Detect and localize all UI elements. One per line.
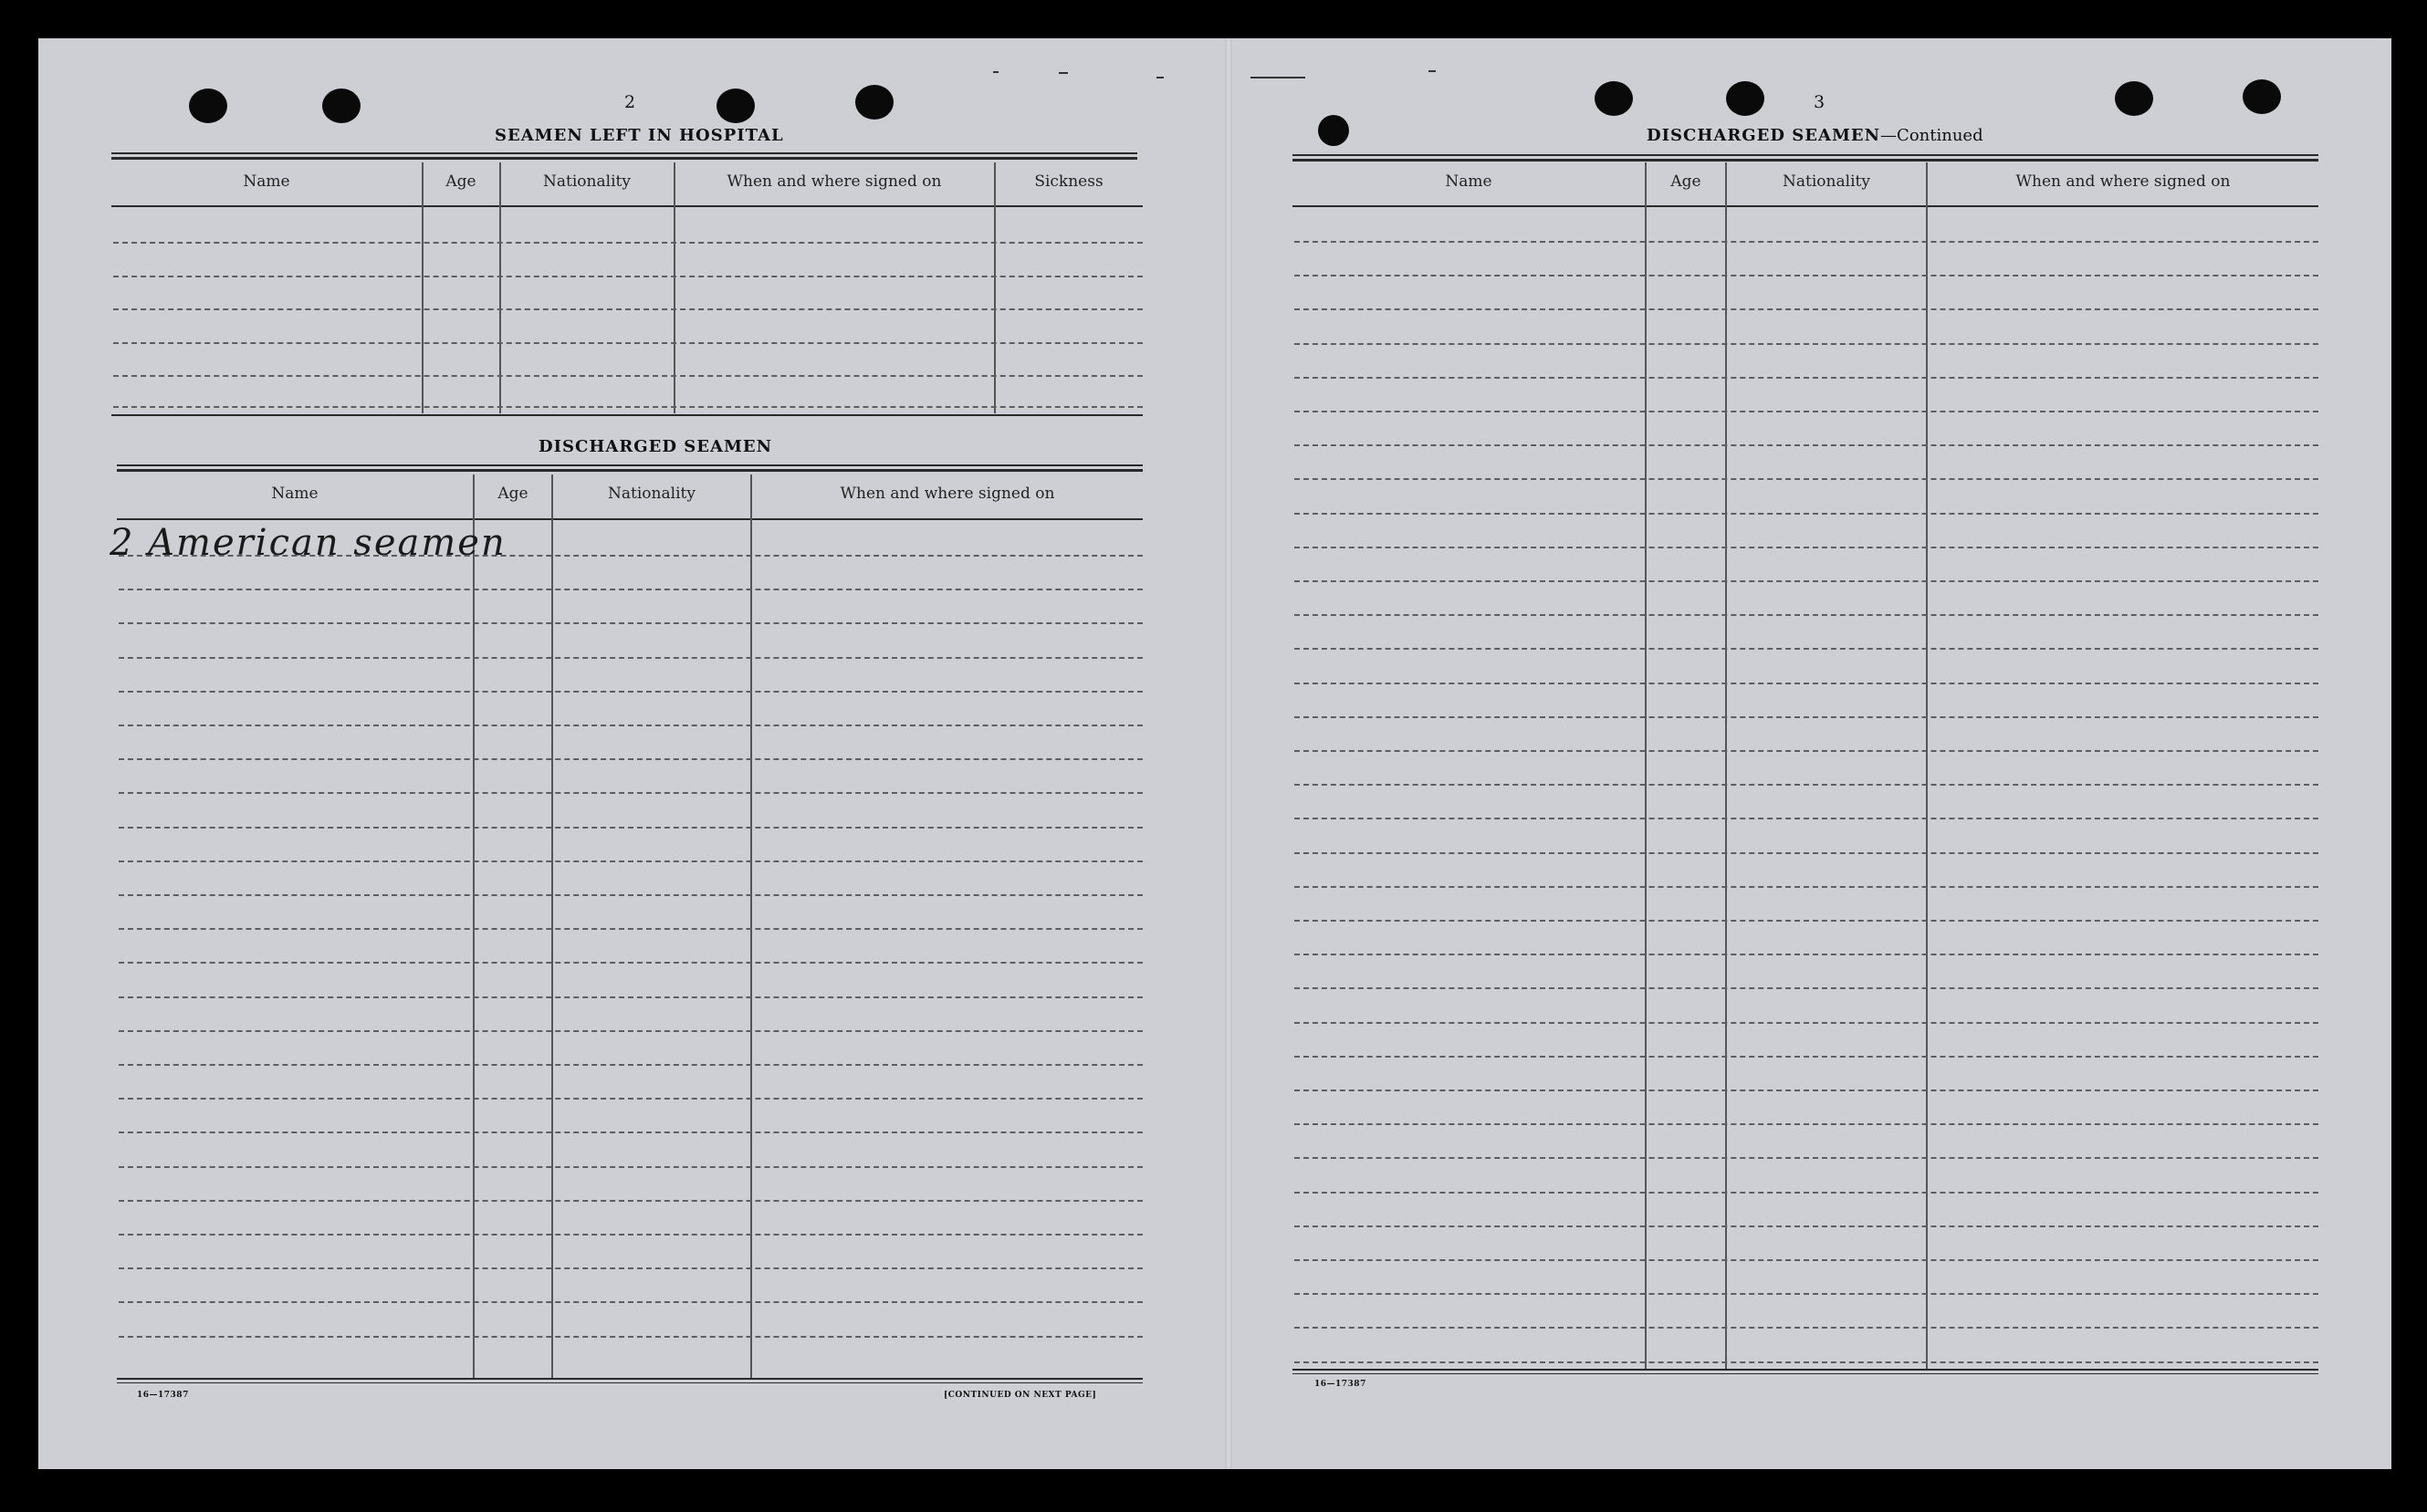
right-row-line bbox=[1294, 818, 2318, 819]
right-row-line bbox=[1294, 1192, 2318, 1194]
right-row-line bbox=[1294, 1123, 2318, 1125]
discharged-col-name: Name bbox=[271, 485, 319, 503]
discharged-entry-handwritten: 2 American seamen bbox=[110, 522, 507, 564]
hospital-row-line bbox=[113, 242, 1143, 244]
right-row-line bbox=[1294, 241, 2318, 243]
right-row-line bbox=[1294, 852, 2318, 854]
right-row-line bbox=[1294, 275, 2318, 276]
discharged-row-line bbox=[119, 827, 1143, 829]
hospital-row-line bbox=[113, 276, 1143, 277]
discharged-row-line bbox=[119, 725, 1143, 726]
discharged-col-signed-on: When and where signed on bbox=[840, 485, 1055, 503]
discharged-row-line bbox=[119, 758, 1143, 760]
hospital-section-title: SEAMEN LEFT IN HOSPITAL bbox=[495, 126, 784, 145]
discharged-row-line bbox=[119, 589, 1143, 590]
punch-hole bbox=[1726, 81, 1764, 116]
right-row-line bbox=[1294, 1293, 2318, 1295]
hospital-col-nationality: Nationality bbox=[543, 172, 631, 191]
right-row-line bbox=[1294, 614, 2318, 616]
right-row-line bbox=[1294, 547, 2318, 548]
right-bottom-rule bbox=[1292, 1373, 2318, 1374]
right-top-rule bbox=[1292, 154, 2318, 156]
discharged-row-line bbox=[119, 962, 1143, 964]
right-page-number: 3 bbox=[1814, 92, 1825, 112]
scan-speck bbox=[1156, 77, 1164, 78]
right-row-line bbox=[1294, 1259, 2318, 1261]
right-row-line bbox=[1294, 513, 2318, 515]
hospital-row-line bbox=[113, 375, 1143, 377]
punch-hole bbox=[717, 89, 755, 123]
right-row-line bbox=[1294, 1022, 2318, 1024]
right-section-title bbox=[1647, 126, 1983, 145]
right-top-rule bbox=[1292, 159, 2318, 162]
left-page-number: 2 bbox=[624, 92, 636, 112]
discharged-row-line bbox=[119, 657, 1143, 659]
discharged-row-line bbox=[119, 894, 1143, 896]
discharged-row-line bbox=[119, 928, 1143, 930]
discharged-row-line bbox=[119, 1267, 1143, 1269]
scan-speck bbox=[1059, 72, 1068, 74]
discharged-row-line bbox=[119, 1336, 1143, 1338]
right-col-signed-on: When and where signed on bbox=[2015, 172, 2231, 191]
right-col-nationality: Nationality bbox=[1783, 172, 1870, 191]
discharged-col-divider bbox=[473, 474, 475, 1378]
punch-hole bbox=[189, 89, 227, 123]
punch-hole bbox=[2115, 81, 2153, 116]
right-row-line bbox=[1294, 478, 2318, 480]
right-row-line bbox=[1294, 580, 2318, 582]
discharged-col-divider bbox=[750, 474, 752, 1378]
discharged-row-line bbox=[119, 996, 1143, 998]
punch-hole bbox=[1318, 115, 1349, 146]
hospital-col-signed-on: When and where signed on bbox=[727, 172, 942, 191]
right-bottom-rule bbox=[1292, 1369, 2318, 1371]
right-row-line bbox=[1294, 886, 2318, 888]
right-row-line bbox=[1294, 954, 2318, 955]
right-title-main: DISCHARGED SEAMEN bbox=[1647, 126, 1881, 145]
punch-hole bbox=[2243, 79, 2281, 114]
right-header-rule bbox=[1292, 205, 2318, 207]
right-row-line bbox=[1294, 920, 2318, 922]
right-row-line bbox=[1294, 784, 2318, 786]
hospital-header-rule bbox=[111, 205, 1143, 207]
right-row-line bbox=[1294, 683, 2318, 684]
hospital-top-rule bbox=[111, 157, 1137, 160]
document-sheet bbox=[38, 38, 2391, 1469]
discharged-row-line bbox=[119, 1098, 1143, 1100]
discharged-row-line bbox=[119, 1030, 1143, 1032]
scan-speck bbox=[1428, 70, 1436, 72]
hospital-row-line bbox=[113, 308, 1143, 310]
right-row-line bbox=[1294, 987, 2318, 989]
left-form-number: 16—17387 bbox=[137, 1391, 189, 1400]
discharged-bottom-rule bbox=[117, 1382, 1143, 1383]
hospital-col-name: Name bbox=[243, 172, 290, 191]
discharged-top-rule bbox=[117, 469, 1143, 472]
page-fold bbox=[1225, 38, 1232, 1469]
right-row-line bbox=[1294, 1090, 2318, 1091]
discharged-section-title: DISCHARGED SEAMEN bbox=[539, 437, 773, 456]
discharged-col-nationality: Nationality bbox=[608, 485, 696, 503]
right-row-line bbox=[1294, 444, 2318, 446]
hospital-col-age: Age bbox=[445, 172, 476, 191]
discharged-col-age: Age bbox=[497, 485, 528, 503]
discharged-top-rule bbox=[117, 464, 1143, 466]
discharged-row-line bbox=[119, 555, 1143, 557]
discharged-row-line bbox=[119, 792, 1143, 794]
right-row-line bbox=[1294, 648, 2318, 650]
right-row-line bbox=[1294, 1361, 2318, 1363]
right-title-suffix: —Continued bbox=[1880, 126, 1983, 145]
discharged-row-line bbox=[119, 1166, 1143, 1168]
punch-hole bbox=[1595, 81, 1633, 116]
right-row-line bbox=[1294, 1056, 2318, 1058]
right-row-line bbox=[1294, 1157, 2318, 1159]
right-col-name: Name bbox=[1445, 172, 1492, 191]
hospital-top-rule bbox=[111, 152, 1137, 154]
right-row-line bbox=[1294, 1225, 2318, 1227]
hospital-col-sickness: Sickness bbox=[1034, 172, 1104, 191]
discharged-bottom-rule bbox=[117, 1378, 1143, 1380]
punch-hole bbox=[855, 85, 894, 120]
discharged-row-line bbox=[119, 1301, 1143, 1303]
discharged-header-rule bbox=[117, 518, 1143, 520]
right-row-line bbox=[1294, 1327, 2318, 1329]
discharged-row-line bbox=[119, 860, 1143, 862]
right-row-line bbox=[1294, 411, 2318, 412]
hospital-row-line bbox=[113, 406, 1143, 408]
discharged-row-line bbox=[119, 622, 1143, 624]
discharged-row-line bbox=[119, 1234, 1143, 1236]
discharged-col-divider bbox=[551, 474, 553, 1378]
right-row-line bbox=[1294, 308, 2318, 310]
right-col-age: Age bbox=[1670, 172, 1701, 191]
punch-hole bbox=[322, 89, 361, 123]
hospital-bottom-rule bbox=[111, 414, 1143, 416]
right-row-line bbox=[1294, 343, 2318, 345]
hospital-row-line bbox=[113, 342, 1143, 344]
right-row-line bbox=[1294, 377, 2318, 379]
discharged-row-line bbox=[119, 1131, 1143, 1133]
scan-speck bbox=[1250, 77, 1305, 78]
discharged-row-line bbox=[119, 691, 1143, 693]
discharged-row-line bbox=[119, 1064, 1143, 1066]
right-form-number: 16—17387 bbox=[1314, 1380, 1366, 1389]
scan-speck bbox=[993, 71, 999, 73]
right-row-line bbox=[1294, 750, 2318, 752]
discharged-row-line bbox=[119, 1200, 1143, 1202]
continued-note: [CONTINUED ON NEXT PAGE] bbox=[944, 1391, 1097, 1400]
right-row-line bbox=[1294, 716, 2318, 718]
